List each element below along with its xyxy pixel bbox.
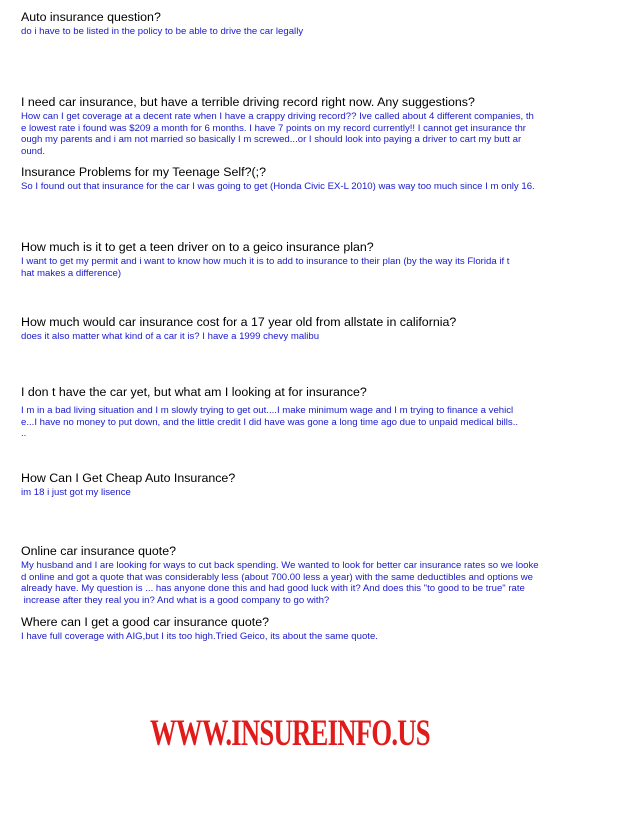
qa-entry [21,165,621,193]
answer-text [21,181,621,193]
answer-line: e lowest rate i found was $209 a month for 6 months. I have 7 points on my record currently!! I cannot get insurance thr [21,122,527,134]
answer-text [21,331,621,343]
website-watermark: WWW.INSUREINFO.US [150,713,430,754]
answer-line: do i have to be listed in the policy to be able to drive the car legally [21,26,304,37]
answer-line: .. [21,428,27,440]
answer-line: e...I have no money to put down, and the little credit I did have was gone a long time ago due to unpaid medical bills.. [21,416,519,428]
answer-line: does it also matter what kind of a car it is? I have a 1999 chevy malibu [21,331,320,342]
answer-line: I have full coverage with AIG,but I its too high.Tried Geico, its about the same quote. [21,631,378,642]
answer-line: im 18 i just got my lisence [21,487,131,498]
question-title: Auto insurance question? [21,10,161,24]
question-title: Insurance Problems for my Teenage Self?(;? [21,165,266,179]
qa-entry [21,10,621,38]
answer-text [21,631,621,643]
answer-text [21,560,621,607]
answer-text [21,487,621,499]
answer-line: So I found out that insurance for the car I was going to get (Honda Civic EX-L 2010) was way too much since I m only 16. [21,181,535,192]
answer-line: How can I get coverage at a decent rate when I have a crappy driving record?? Ive called about 4 different companies, th [21,111,534,122]
answer-line: increase after they real you in? And what is a good company to go with? [21,595,330,607]
qa-entry [21,315,621,343]
answer-text [21,405,621,440]
answer-line: I m in a bad living situation and I m slowly trying to get out....I make minimum wage and I m trying to finance a vehicl [21,405,514,416]
qa-entry [21,615,621,643]
answer-line: ound. [21,146,46,158]
qa-entry [21,471,621,499]
answer-text [21,26,621,38]
answer-line: ough my parents and i am not married so basically I m screwed...or I should look into paying a driver to cart my butt ar [21,134,522,146]
answer-line: already have. My question is ... has anyone done this and had good luck with it? And does this "to good to be true" rate [21,583,525,595]
answer-line: d online and got a quote that was considerably less (about 700.00 less a year) with the same deductibles and options we [21,571,533,583]
qa-entry [21,95,621,158]
qa-entry [21,544,621,607]
answer-line: My husband and I are looking for ways to cut back spending. We wanted to look for better car insurance rates so we looke [21,560,539,571]
question-title: I don t have the car yet, but what am I looking at for insurance? [21,385,367,399]
question-title: I need car insurance, but have a terrible driving record right now. Any suggestions? [21,95,475,109]
answer-line: I want to get my permit and i want to know how much it is to add to insurance to their plan (by the way its Florida if t [21,256,510,267]
question-title: Online car insurance quote? [21,544,176,558]
question-title: How Can I Get Cheap Auto Insurance? [21,471,236,485]
question-title: How much is it to get a teen driver on to a geico insurance plan? [21,240,374,254]
question-title: Where can I get a good car insurance quote? [21,615,269,629]
qa-entry [21,240,621,279]
qa-entry [21,385,621,440]
answer-line: hat makes a difference) [21,267,122,279]
answer-text [21,111,621,158]
question-title: How much would car insurance cost for a 17 year old from allstate in california? [21,315,457,329]
answer-text [21,256,621,279]
